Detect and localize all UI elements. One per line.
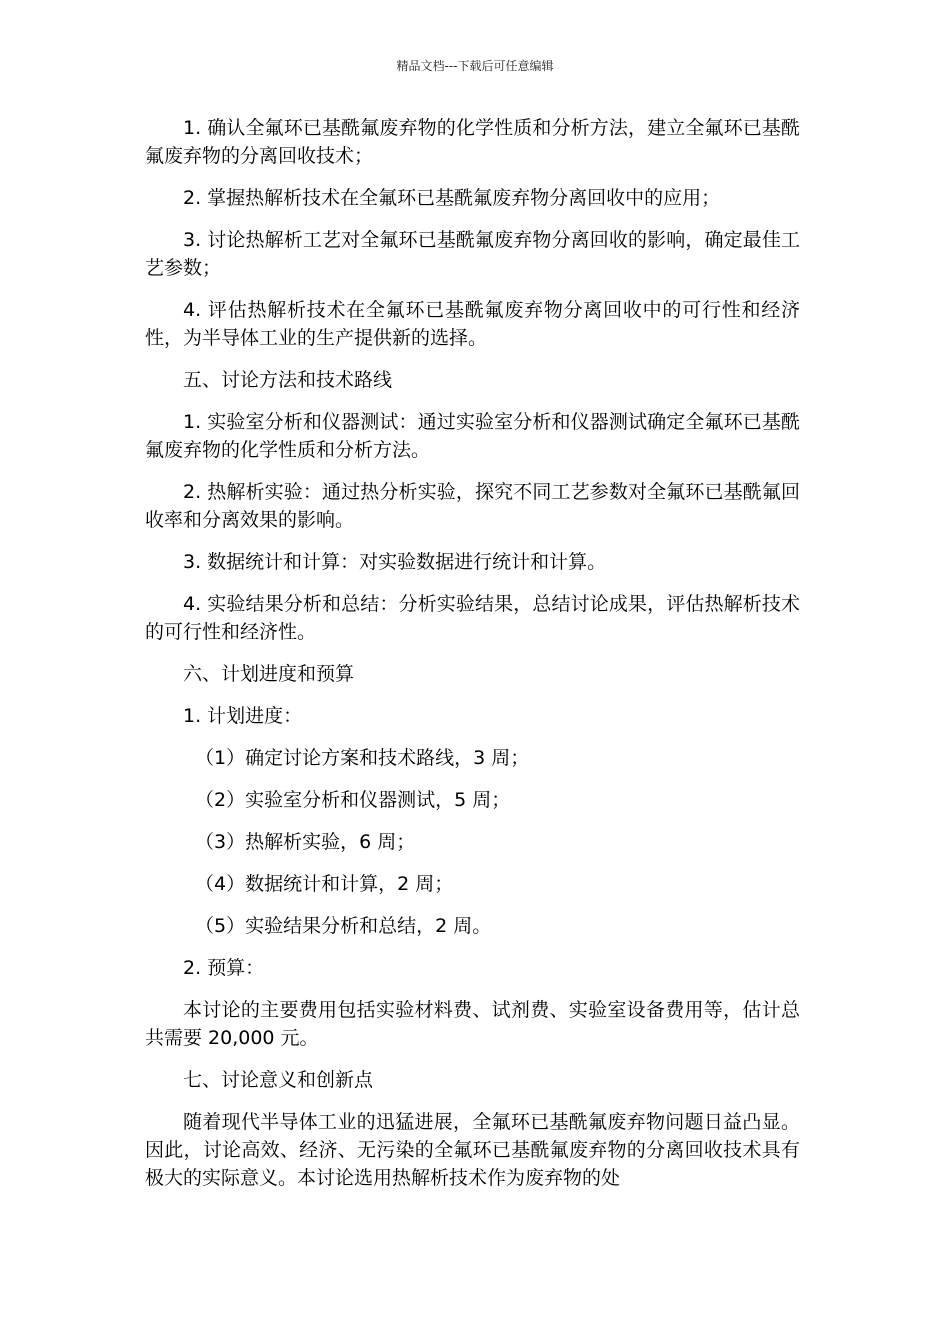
- objective-3: 3. 讨论热解析工艺对全氟环已基酰氟废弃物分离回收的影响，确定最佳工艺参数；: [145, 229, 800, 279]
- section-heading-schedule: 六、计划进度和预算: [183, 663, 355, 685]
- document-body: [145, 114, 800, 1206]
- objective-2: 2. 掌握热解析技术在全氟环已基酰氟废弃物分离回收中的应用；: [183, 187, 721, 209]
- method-1: 1. 实验室分析和仪器测试：通过实验室分析和仪器测试确定全氟环已基酰氟废弃物的化学性质和分析方法。: [145, 411, 800, 461]
- budget-title: 2. 预算：: [183, 957, 265, 979]
- schedule-item-4: （4）数据统计和计算，2 周；: [195, 873, 454, 895]
- budget-text: 本讨论的主要费用包括实验材料费、试剂费、实验室设备费用等，估计总共需要 20,000 元。: [145, 999, 800, 1049]
- schedule-item-3: （3）热解析实验，6 周；: [195, 831, 416, 853]
- significance-text: 随着现代半导体工业的迅猛进展，全氟环已基酰氟废弃物问题日益凸显。因此，讨论高效、经济、无污染的全氟环已基酰氟废弃物的分离回收技术具有极大的实际意义。本讨论选用热解析技术作为废弃物的处: [145, 1111, 800, 1189]
- schedule-title: 1. 计划进度：: [183, 705, 303, 727]
- method-2: 2. 热解析实验：通过热分析实验，探究不同工艺参数对全氟环已基酰氟回收率和分离效果的影响。: [145, 481, 800, 531]
- method-3: 3. 数据统计和计算：对实验数据进行统计和计算。: [183, 551, 607, 573]
- objective-1: 1. 确认全氟环已基酰氟废弃物的化学性质和分析方法，建立全氟环已基酰氟废弃物的分离回收技术；: [145, 117, 800, 167]
- schedule-item-2: （2）实验室分析和仪器测试，5 周；: [195, 789, 511, 811]
- section-heading-methods: 五、讨论方法和技术路线: [183, 369, 393, 391]
- page-header: 精品文档---下载后可任意编辑: [396, 59, 554, 73]
- schedule-item-1: （1）确定讨论方案和技术路线，3 周；: [195, 747, 530, 769]
- section-heading-significance: 七、讨论意义和创新点: [183, 1069, 374, 1091]
- schedule-item-5: （5）实验结果分析和总结，2 周。: [195, 915, 492, 937]
- objective-4: 4. 评估热解析技术在全氟环已基酰氟废弃物分离回收中的可行性和经济性，为半导体工业的生产提供新的选择。: [145, 299, 800, 349]
- method-4: 4. 实验结果分析和总结：分析实验结果，总结讨论成果，评估热解析技术的可行性和经济性。: [145, 593, 800, 643]
